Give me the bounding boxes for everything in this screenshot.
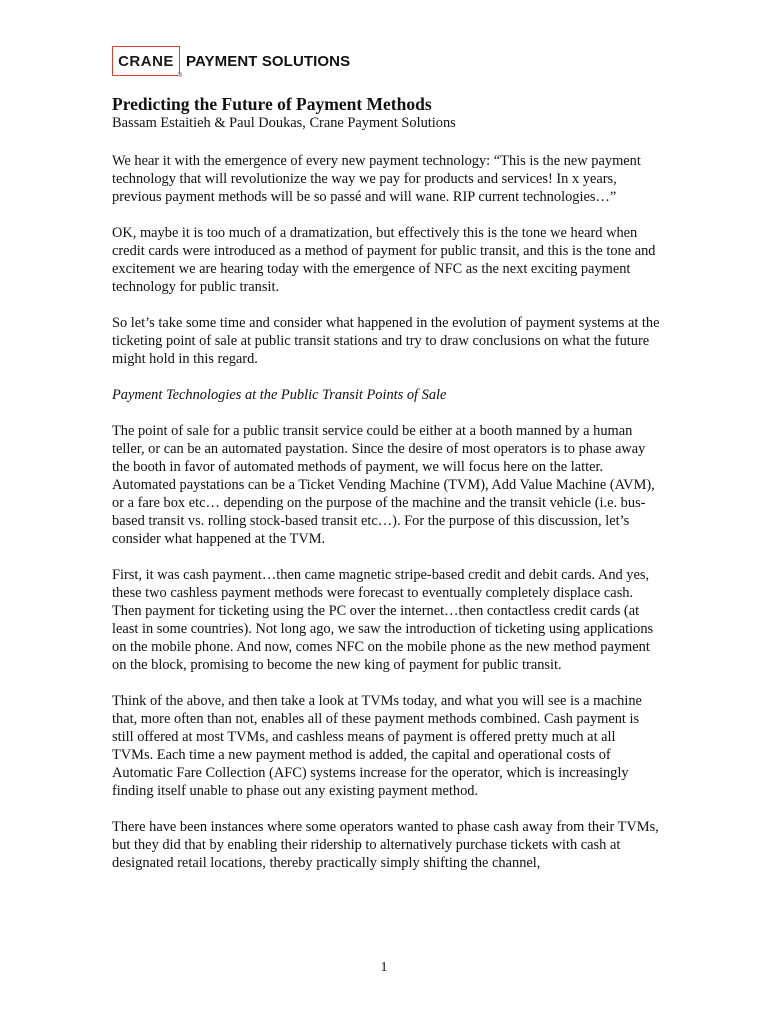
paragraph: So let’s take some time and consider what happened in the evolution of payment systems at the ticketing point of sale at public transit stations and try to draw conclusions on what the future might hold in this regard. xyxy=(112,315,660,367)
page-number: 1 xyxy=(380,960,388,975)
company-name: PAYMENT SOLUTIONS xyxy=(186,52,351,70)
paragraph: Think of the above, and then take a look at TVMs today, and what you will see is a machine that, more often than not, enables all of these payment methods combined. Cash payment is still offered at most TVMs, and cashless means of payment is offered pretty much at all TVMs. Each time a new payment method is added, the capital and operational costs of Automatic Fare Collection (AFC) systems increase for the operator, which is increasingly finding itself unable to phase out any existing payment method. xyxy=(112,693,642,799)
company-header xyxy=(112,44,350,78)
section-heading: Payment Technologies at the Public Transit Points of Sale xyxy=(112,387,447,403)
crane-logo xyxy=(112,46,182,79)
paragraph: The point of sale for a public transit service could be either at a booth manned by a human teller, or can be an automated paystation. Since the desire of most operators is to phase away the booth in favor of automated methods of payment, we will focus here on the latter. Automated paystations can be a Ticket Vending Machine (TVM), Add Value Machine (AVM), or a fare box etc… depending on the purpose of the machine and the transit vehicle (i.e. bus-based transit vs. rolling stock-based transit etc…). For the purpose of this discussion, let’s consider what happened at the TVM. xyxy=(112,423,655,547)
paragraph: First, it was cash payment…then came magnetic stripe-based credit and debit cards. And yes, these two cashless payment methods were forecast to eventually completely displace cash. Then payment for ticketing using the PC over the internet…then contactless credit cards (at least in some countries). Not long ago, we saw the introduction of ticketing using applications on the mobile phone. And now, comes NFC on the mobile phone as the new method payment on the block, promising to become the new king of payment for public transit. xyxy=(112,567,654,673)
paragraph: OK, maybe it is too much of a dramatization, but effectively this is the tone we heard when credit cards were introduced as a method of payment for public transit, and this is the tone and excitement we are hearing today with the emergence of NFC as the next exciting payment technology for public transit. xyxy=(112,225,656,295)
paragraph-intro: We hear it with the emergence of every new payment technology: “This is the new payment technology that will revolutionize the way we pay for products and services! In x years, previous payment methods will be so passé and will wane. RIP current technologies…” xyxy=(112,153,641,205)
registered-mark: ® xyxy=(177,73,182,79)
logo-wordmark: CRANE xyxy=(118,52,174,70)
article-body xyxy=(112,94,660,872)
paragraph: There have been instances where some operators wanted to phase cash away from their TVMs, but they did that by enabling their ridership to alternatively purchase tickets with cash at designated retail locations, thereby practically simply shifting the channel, xyxy=(112,819,659,871)
article-byline: Bassam Estaitieh & Paul Doukas, Crane Payment Solutions xyxy=(112,115,456,131)
article-title: Predicting the Future of Payment Methods xyxy=(112,94,432,114)
